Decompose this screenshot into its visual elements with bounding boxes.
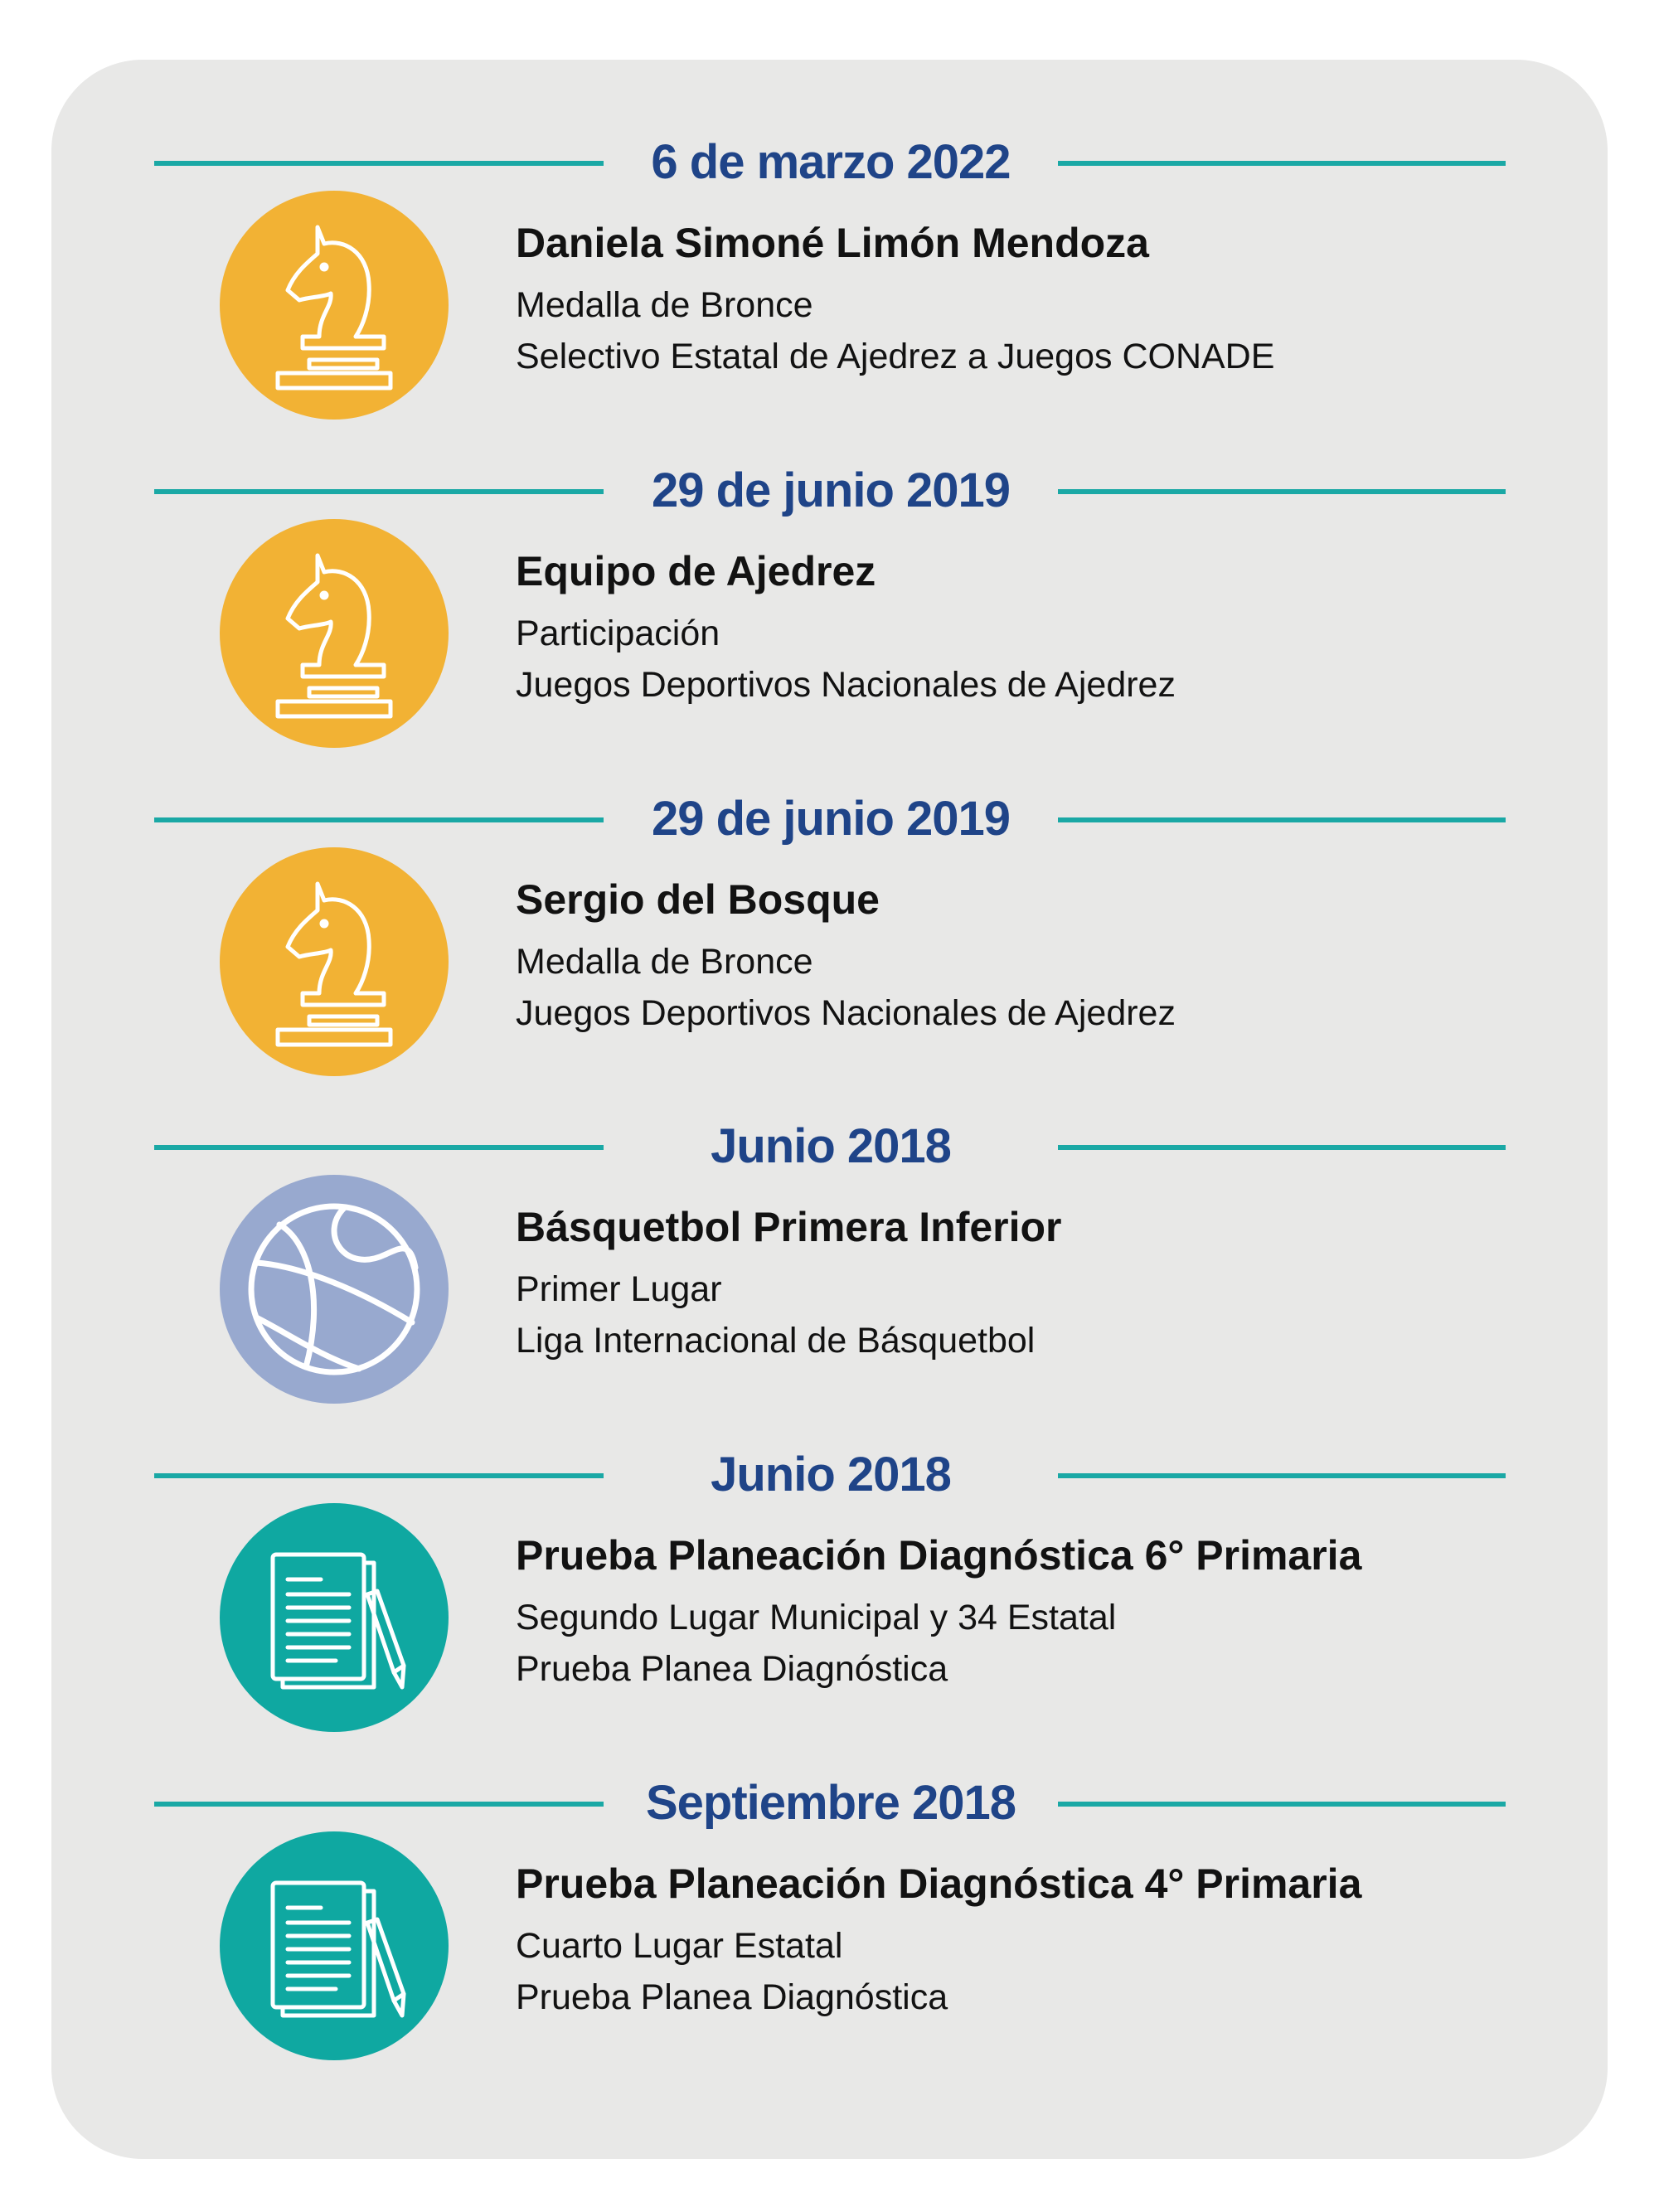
divider-line-right [1058,1473,1506,1478]
achievement-entry [0,1119,1659,1454]
entry-date: Junio 2018 [711,1119,951,1173]
document-pencil-icon [220,1831,449,2060]
achievement-entry [0,1776,1659,2111]
achievement-entry [0,792,1659,1127]
divider-line-left [154,1473,604,1478]
entry-event: Prueba Planea Diagnóstica [516,1649,948,1689]
divider-line-right [1058,1145,1506,1150]
date-divider [154,1119,1506,1173]
entry-result: Medalla de Bronce [516,942,813,982]
entry-result: Segundo Lugar Municipal y 34 Estatal [516,1598,1117,1637]
basketball-icon [220,1175,449,1404]
achievement-entry [0,463,1659,798]
divider-line-right [1058,489,1506,494]
divider-line-right [1058,161,1506,166]
entry-event: Juegos Deportivos Nacionales de Ajedrez [516,993,1176,1033]
entry-event: Liga Internacional de Básquetbol [516,1321,1036,1361]
divider-line-left [154,1145,604,1150]
entry-result: Medalla de Bronce [516,285,813,325]
entry-event: Selectivo Estatal de Ajedrez a Juegos CONADE [516,337,1275,376]
entry-title: Sergio del Bosque [516,876,880,923]
date-divider [154,1776,1506,1830]
divider-line-right [1058,1802,1506,1807]
entry-title: Equipo de Ajedrez [516,548,876,594]
entry-title: Daniela Simoné Limón Mendoza [516,220,1149,266]
chess-knight-icon [220,847,449,1076]
chess-knight-icon [220,519,449,748]
divider-line-right [1058,817,1506,822]
entry-result: Participación [516,614,720,653]
entry-result: Primer Lugar [516,1269,722,1309]
achievement-entry [0,135,1659,470]
entry-event: Juegos Deportivos Nacionales de Ajedrez [516,665,1176,705]
divider-line-left [154,1802,604,1807]
entry-event: Prueba Planea Diagnóstica [516,1977,948,2017]
entry-title: Prueba Planeación Diagnóstica 4° Primaria [516,1860,1362,1907]
divider-line-left [154,161,604,166]
entry-date: Junio 2018 [711,1448,951,1501]
entry-title: Prueba Planeación Diagnóstica 6° Primaria [516,1532,1362,1579]
achievement-entry [0,1448,1659,1783]
document-pencil-icon [220,1503,449,1732]
divider-line-left [154,817,604,822]
date-divider [154,463,1506,517]
entry-title: Básquetbol Primera Inferior [516,1204,1062,1250]
date-divider [154,1448,1506,1501]
divider-line-left [154,489,604,494]
entry-date: 29 de junio 2019 [651,463,1011,517]
entry-result: Cuarto Lugar Estatal [516,1926,843,1966]
entry-date: 29 de junio 2019 [651,792,1011,846]
date-divider [154,792,1506,846]
date-divider [154,135,1506,189]
chess-knight-icon [220,191,449,420]
entry-date: Septiembre 2018 [645,1776,1016,1830]
entry-date: 6 de marzo 2022 [651,135,1011,189]
